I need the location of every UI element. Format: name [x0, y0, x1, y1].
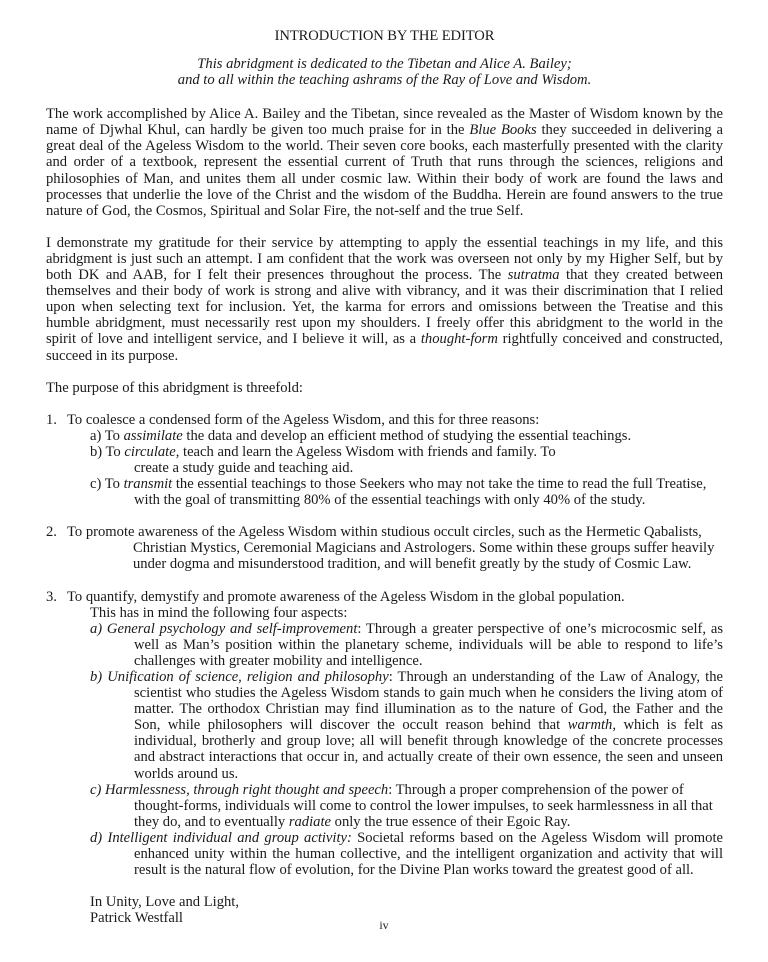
text: a) To [90, 427, 124, 444]
sub-item-c [46, 476, 723, 508]
text: Societal reforms based on the Ageless Wisdom will promote enhanced unity within the human collective, and the intelligent organization and activity that will result is the natural flow of evolution, for the Divine Plan works toward the greatest good of all. [134, 829, 723, 879]
list-item-text: To quantify, demystify and promote awareness of the Ageless Wisdom in the global population. [67, 588, 625, 605]
aspect-c [46, 782, 723, 830]
italic-text: warmth, [567, 717, 616, 734]
list-item-3 [46, 589, 723, 879]
list-number: 2. [46, 524, 57, 541]
sub-item-a [46, 428, 723, 444]
author-name: Patrick Westfall [90, 910, 183, 927]
text: b) To [90, 443, 125, 460]
text: that they created between themselves and their body of work is strong and alive with vibrancy, and it was their discrimination that I relied upon when selecting text for inclusion. Yet, the karma for errors and omissions between the Treatise and this humble abridgment, must necessarily rest upon my shoulders. I freely offer this abridgment to the world in the spirit of love and intelligent service, and I believe it will, as a [46, 267, 724, 348]
text: they succeeded in delivering a great deal of the Ageless Wisdom to the world. Their seven core books, each masterfully presented with the clarity and order of a textbook, represent the essential current of Truth that runs through the sciences, religions and philosophies of Man, and unites them all under cosmic law. Within their body of work are found the laws and processes that underlie the love of the Christ and the wisdom of the Buddha. Herein are found answers to the true nature of God, the Cosmos, Spiritual and Solar Fire, the not-self and the true Self. [46, 122, 723, 219]
dedication-line-1: This abridgment is dedicated to the Tibetan and Alice A. Bailey; [197, 56, 572, 72]
text: which is felt as individual, brotherly and group love; all will benefit through knowledge of the concrete processes and abstract interactions that occur in, and actually create of their own essence, the seen and unseen worlds around us. [134, 717, 723, 782]
italic-text: Blue Books [469, 122, 537, 139]
paragraph-purpose: The purpose of this abridgment is threefold: [46, 379, 303, 396]
italic-text: d) Intelligent individual and group activity: [90, 829, 352, 846]
text: the essential teachings to those Seekers who may not take the time to read the full Treatise, with the goal of transmitting 80% of the essential teachings with only 40% of the study. [134, 476, 707, 509]
italic-text: thought-form [420, 331, 498, 348]
closing-salutation: In Unity, Love and Light, [90, 894, 240, 911]
list-item-text: To coalesce a condensed form of the Ageless Wisdom, and this for three reasons: [67, 411, 540, 428]
text: only the true essence of their Egoic Ray. [331, 813, 571, 830]
text: : Through an understanding of the Law of Analogy, the scientist who studies the Ageless Wisdom stands to gain much when he considers the living atom of matter. The orthodox Christian may find illumination as to the nature of God, the Father and the Son, while philosophers will discover the occult reason behind that [134, 669, 723, 734]
dedication-line-2: and to all within the teaching ashrams of the Ray of Love and Wisdom. [177, 72, 592, 89]
sub-item-b [46, 444, 723, 476]
text: rightfully conceived and constructed, succeed in its purpose. [46, 331, 724, 364]
text: The work accomplished by Alice A. Bailey and the Tibetan, since revealed as the Master of Wisdom known by the name of Djwhal Khul, can hardly be given too much praise for in the [46, 106, 723, 139]
italic-text: transmit [123, 476, 173, 493]
aspect-b [46, 669, 723, 782]
italic-text: circulate [124, 443, 176, 460]
list-item-intro: This has in mind the following four aspects: [90, 604, 348, 621]
text: : Through a greater perspective of one’s microcosmic self, as well as Man’s position within the planetary scheme, individuals will be able to respond to life’s challenges with greater mobility and intelligence. [134, 620, 723, 669]
text: c) To [90, 476, 124, 493]
page-number: iv [379, 918, 389, 932]
dedication [46, 56, 723, 88]
italic-text: assimilate [123, 427, 183, 444]
page-title: INTRODUCTION BY THE EDITOR [274, 28, 495, 44]
paragraph-gratitude [46, 235, 723, 364]
text: , teach and learn the Ageless Wisdom with friends and family. To create a study guide and teaching aid. [134, 443, 556, 476]
italic-text: sutratma [507, 267, 560, 284]
aspect-a [46, 621, 723, 669]
text: I demonstrate my gratitude for their service by attempting to apply the essential teachings in my life, and this abridgment is just such an attempt. I am confident that the work was overseen not only by my Higher Self, but by both DK and AAB, for I felt their presences throughout the process. The [46, 234, 723, 284]
text: the data and develop an efficient method of studying the essential teachings. [182, 427, 632, 444]
aspect-d [46, 830, 723, 878]
paragraph-intro [46, 106, 723, 219]
italic-text: c) Harmlessness, through right thought and speech [90, 781, 389, 798]
document-page [46, 28, 723, 926]
italic-text: b) Unification of science, religion and philosophy [90, 669, 389, 685]
list-number: 3. [46, 588, 57, 605]
italic-text: radiate [288, 813, 331, 830]
list-item-1 [46, 412, 723, 509]
italic-text: a) General psychology and self-improvement [90, 620, 358, 637]
list-item-2 [46, 524, 723, 572]
list-number: 1. [46, 411, 57, 428]
text: : Through a proper comprehension of the power of thought-forms, individuals will come to control the lower impulses, to seek harmlessness in all that they do, and to eventually [134, 781, 713, 830]
list-item-text: To promote awareness of the Ageless Wisdom within studious occult circles, such as the Hermetic Qabalists, Christian Mystics, Ceremonial Magicians and Astrologers. Some within these groups suffer heavily under dogma and misunderstood tradition, and will benefit greatly by the study of Cosmic Law. [67, 524, 715, 573]
purpose-list [46, 412, 723, 879]
